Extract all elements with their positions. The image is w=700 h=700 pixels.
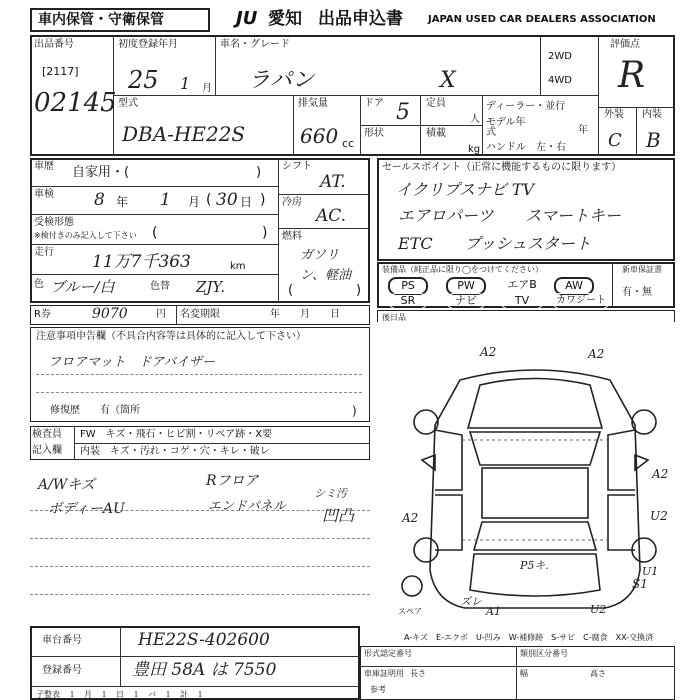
warranty-options: 有・無	[622, 287, 652, 298]
entry-note-3: Rフロア	[206, 473, 259, 489]
storage-label: 車内保管・守衛保管	[38, 12, 164, 28]
name-change-label: 名変期限	[180, 309, 220, 320]
receipt-label: 受検形態	[34, 217, 74, 228]
lot-number: 02145	[34, 88, 117, 118]
equip-pw: PW	[446, 277, 486, 295]
displacement-label: 排気量	[298, 98, 328, 109]
car-name: ラパン	[248, 68, 315, 93]
shift-value: AT.	[320, 172, 346, 192]
equip-navi: ナビ	[446, 293, 486, 309]
chassis-label: 車台番号	[42, 635, 82, 646]
warranty-label: 新車保証書	[622, 265, 662, 274]
after-fit-box	[377, 310, 675, 322]
drive-2wd: 2WD	[548, 51, 572, 62]
equip-seat: カワジート	[552, 293, 610, 309]
inspector-label: 検査員	[32, 429, 62, 440]
model-label: 型式	[118, 98, 138, 109]
lot-code: [2117]	[42, 65, 79, 78]
entry-note-4: エンドパネル	[208, 499, 286, 514]
history-label: 車歴	[34, 161, 54, 172]
drive-4wd: 4WD	[548, 75, 572, 86]
notes-label: 注意事項申告欄（不具合内容等は具体的に記入して下さい）	[36, 331, 306, 342]
score-value: R	[618, 55, 646, 96]
entry-label: 記入欄	[32, 445, 62, 456]
sales-line-1: イクリプスナビ TV	[396, 180, 535, 199]
recycle-label: R券	[34, 309, 51, 320]
entry-note-6: 凹凸	[322, 506, 355, 525]
inspection-label: 車検	[34, 189, 54, 200]
inspection-year: 8	[94, 190, 105, 210]
association-name: JAPAN USED CAR DEALERS ASSOCIATION	[428, 14, 656, 25]
form-title: 出品申込書	[318, 9, 403, 29]
fuel-label: 燃料	[282, 231, 302, 242]
equip-sr: SR	[388, 293, 428, 309]
ju-logo: JU	[236, 8, 258, 29]
dealer-label: ディーラー・並行	[486, 101, 566, 112]
fuel-value: ガソリン、軽油	[300, 248, 351, 283]
body-shape-label: 形状	[364, 128, 384, 139]
lot-no-label: 出品番号	[34, 39, 74, 50]
entry-note-5: シミ汚	[314, 487, 347, 500]
equip-aw: AW	[554, 277, 594, 295]
sales-line-2: エアロパーツ スマートキー	[398, 206, 622, 225]
displacement-value: 660	[300, 124, 339, 148]
equip-tv: TV	[500, 293, 544, 309]
exterior-label: 外装	[604, 109, 624, 120]
interior-grade: B	[646, 128, 661, 152]
color-change-mark: ZJY.	[196, 278, 226, 296]
fw-line: FW キズ・飛石・ヒビ割・リペア跡・X要	[80, 429, 273, 440]
diag-a1: A1	[486, 605, 501, 618]
grade: X	[440, 68, 456, 93]
first-reg-label: 初度登録年月	[118, 39, 178, 50]
color-change-label: 色替	[150, 281, 170, 292]
diag-a2-front-right: A2	[588, 347, 605, 361]
load-label: 積載	[426, 128, 446, 139]
diag-a2-front-left: A2	[480, 345, 497, 359]
shift-label: シフト	[282, 161, 312, 172]
bottom-row: 子整表 １ 月 １ 日 １ バ １ 計 １	[36, 690, 204, 699]
form-cert-label: 形式認定番号	[364, 649, 412, 658]
category-no-label: 類別区分番号	[520, 649, 568, 658]
notes-value: フロアマット ドアバイザー	[48, 355, 216, 370]
doors-value: 5	[396, 100, 410, 125]
diag-a2-right: A2	[652, 467, 669, 481]
reg-month: 1	[180, 74, 191, 93]
reg-plate: 豊田 58A は 7550	[132, 660, 277, 680]
spare-label: スペア	[398, 607, 422, 616]
entry-note-1: A/Wキズ	[38, 477, 95, 493]
repair-history-label: 修復歴 有（箇所	[50, 405, 140, 416]
equip-airbag: エアB	[500, 277, 544, 293]
color-value: ブルー/白	[50, 278, 115, 296]
equip-ps: PS	[388, 277, 428, 295]
color-label: 色	[34, 279, 44, 290]
diag-u2: U2	[650, 509, 668, 523]
mileage-label: 走行	[34, 247, 54, 258]
ac-label: 冷房	[282, 197, 302, 208]
capacity-label: 定員	[426, 98, 446, 109]
entry-note-2: ボディーAU	[48, 501, 125, 517]
model-year-label: モデル年式	[486, 117, 526, 138]
chassis-number: HE22S-402600	[138, 630, 270, 650]
model-code: DBA-HE22S	[122, 122, 246, 146]
diag-a2-left: A2	[402, 511, 419, 525]
score-label: 評価点	[610, 39, 640, 50]
handle-label: ハンドル 左・右	[486, 142, 566, 153]
doors-label: ドア	[364, 98, 384, 109]
equipment-label: 装備品（純正品に限り◯をつけてください）	[382, 265, 543, 274]
reg-no-label: 登録番号	[42, 665, 82, 676]
diag-u1: U1	[642, 565, 659, 578]
recycle-fee: 9070	[92, 306, 128, 322]
vehicle-cert-label: 車庫証明用	[364, 669, 404, 678]
interior-line: 内装 キズ・汚れ・コゲ・穴・キレ・破レ	[80, 446, 270, 457]
exterior-grade: C	[608, 130, 622, 151]
diag-s1: S1	[632, 577, 648, 591]
diag-u2-bottom: U2	[590, 603, 607, 616]
sales-label: セールスポイント（正常に機能するものに限ります）	[382, 162, 622, 173]
interior-label: 内装	[642, 109, 662, 120]
mileage-value: 11万7千363	[92, 252, 191, 272]
inspection-month: 1	[160, 190, 171, 210]
inspection-day: 30	[216, 190, 238, 210]
diag-ps: P5キ.	[520, 559, 549, 572]
sales-line-3: ETC プッシュスタート	[398, 234, 592, 253]
history-value: 自家用・(	[72, 165, 130, 180]
car-grade-label: 車名・グレード	[220, 39, 290, 50]
diag-zure: ズレ	[460, 595, 482, 608]
org-name: 愛知	[268, 9, 302, 29]
damage-legend: A-キズ E-エクボ U-凹み W-補修跡 S-サビ C-腐食 XX-交換済	[404, 633, 654, 642]
after-fit-label: 後日品	[382, 313, 406, 322]
ac-value: AC.	[316, 206, 347, 226]
reg-year: 25	[128, 66, 159, 94]
